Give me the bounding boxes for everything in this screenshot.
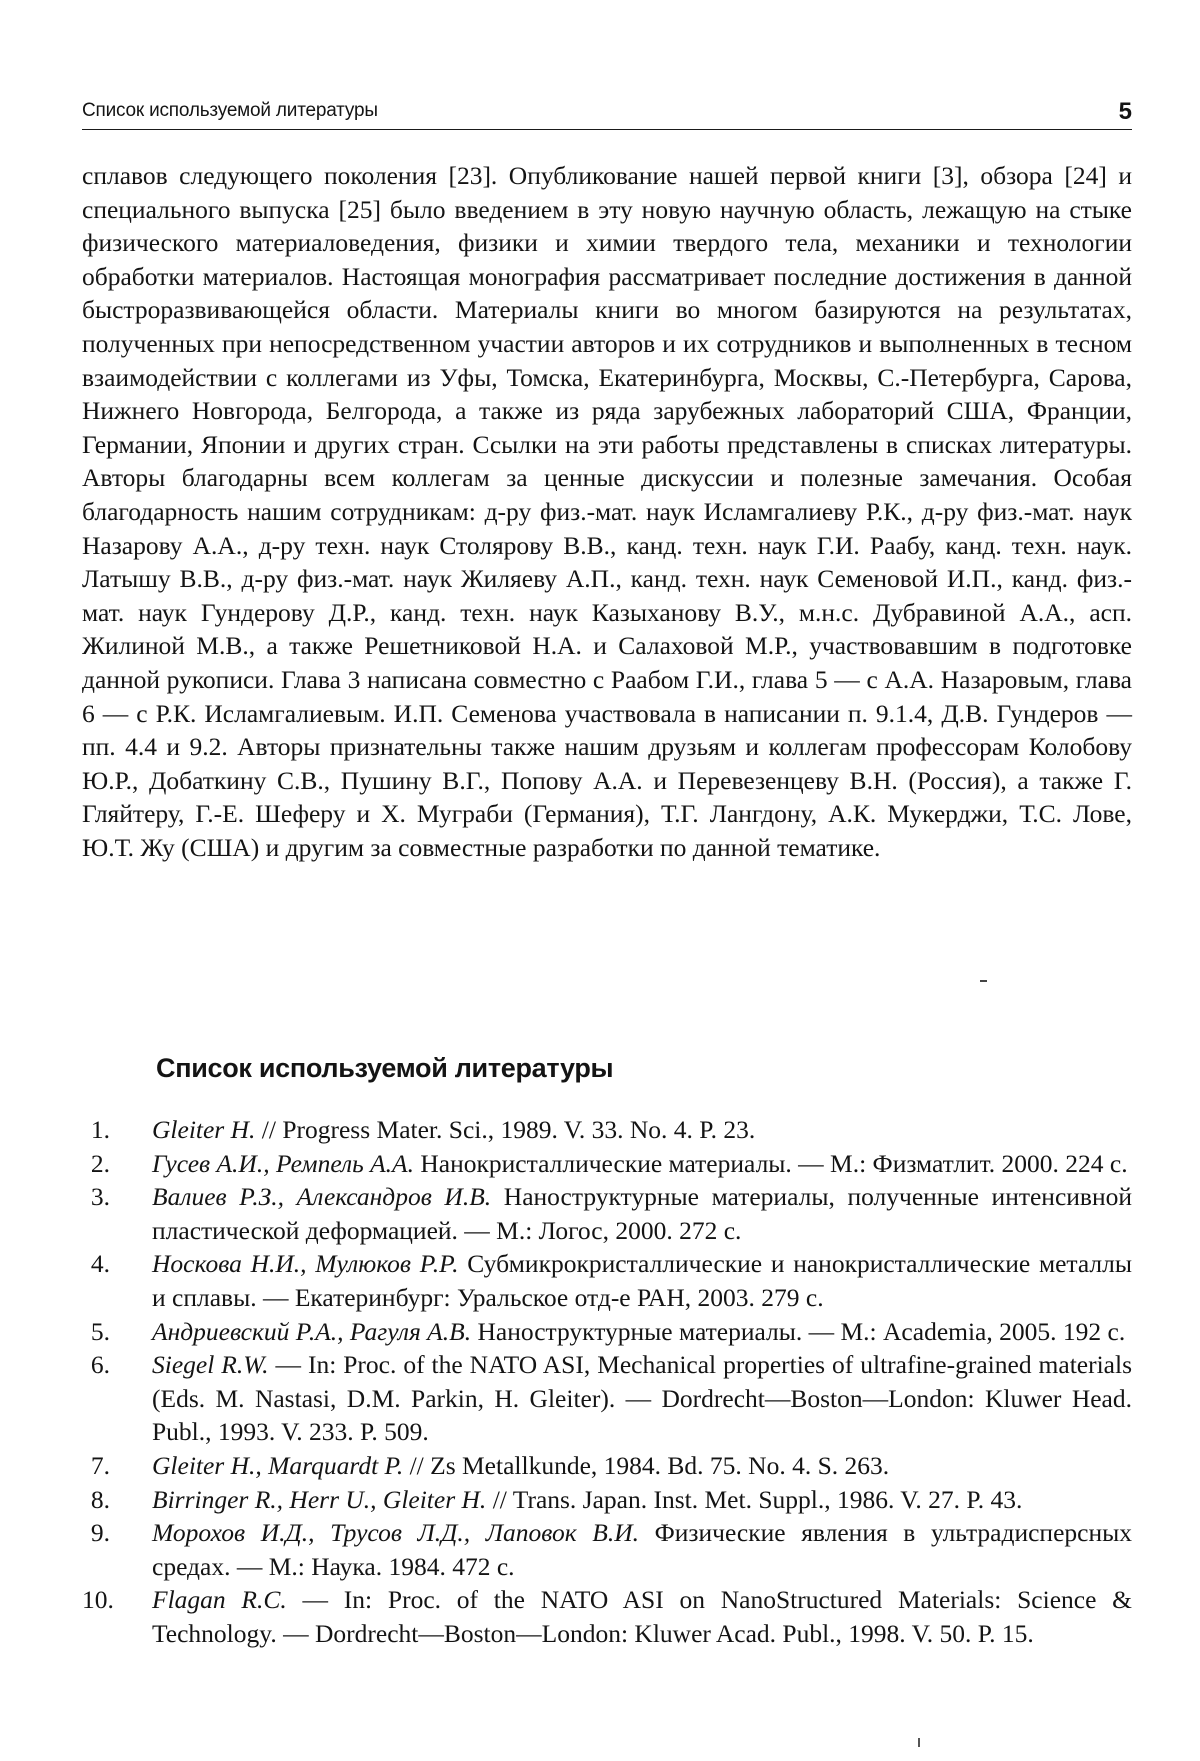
reference-details: Субмикрокристаллические и нанокристаллические металлы и сплавы. — Екатеринбург: Уральское отд-е РАН, 2003. 279 с.	[152, 1249, 1132, 1312]
reference-details: Наноструктурные материалы, полученные интенсивной пластической деформацией. — М.: Логос, 2000. 272 с.	[152, 1182, 1132, 1245]
reference-item	[82, 1147, 1132, 1181]
reference-number: 2.	[90, 1148, 110, 1178]
reference-authors: Гусев А.И., Ремпель А.А.	[152, 1148, 415, 1178]
references-heading: Список используемой литературы	[156, 1053, 614, 1083]
reference-number: 7.	[90, 1450, 110, 1480]
reference-item	[82, 1113, 1132, 1147]
reference-number: 10.	[82, 1585, 114, 1615]
reference-item	[82, 1449, 1132, 1483]
reference-authors: Андриевский Р.А., Рагуля А.В.	[152, 1316, 472, 1346]
reference-item	[82, 1483, 1132, 1517]
reference-authors: Birringer R., Herr U., Gleiter H.	[152, 1484, 487, 1514]
reference-authors: Морохов И.Д., Трусов Л.Д., Лаповок В.И.	[152, 1518, 640, 1548]
header-rule	[82, 129, 1132, 130]
reference-authors: Валиев Р.З., Александров И.В.	[152, 1182, 492, 1212]
reference-list	[82, 1113, 1132, 1651]
reference-details: — In: Proc. of the NATO ASI, Mechanical properties of ultrafine-grained materials (Eds. M. Nastasi, D.M. Parkin, H. Gleiter). — Dordrecht—Boston—London: Kluwer Head. Publ., 1993. V. 233. P. 509.	[152, 1350, 1132, 1447]
reference-details: // Trans. Japan. Inst. Met. Suppl., 1986. V. 27. P. 43.	[486, 1484, 1023, 1514]
reference-details: — In: Proc. of the NATO ASI on NanoStructured Materials: Science & Technology. — Dordrecht—Boston—London: Kluwer Acad. Publ., 1998. V. 50. P. 15.	[152, 1585, 1132, 1648]
reference-item	[82, 1348, 1132, 1449]
reference-details: Нанокристаллические материалы. — М.: Физматлит. 2000. 224 с.	[414, 1148, 1128, 1178]
stray-tick-mark	[918, 1738, 920, 1747]
reference-details: // Zs Metallkunde, 1984. Bd. 75. No. 4. S. 263.	[403, 1450, 890, 1480]
running-header	[82, 100, 1132, 132]
reference-number: 1.	[90, 1115, 110, 1144]
reference-authors: Gleiter H., Marquardt P.	[152, 1450, 404, 1480]
reference-details: Физические явления в ультрадисперсных средах. — М.: Наука. 1984. 472 с.	[152, 1518, 1132, 1581]
reference-number: 3.	[90, 1182, 110, 1212]
body-paragraph: сплавов следующего поколения [23]. Опубликование нашей первой книги [3], обзора [24] и специального выпуска [25] было введением в эту новую научную область, лежащую на стыке физического материаловедения, физики и химии твердого тела, механики и технологии обработки материалов. Настоящая монография рассматривает последние достижения в данной быстроразвивающейся области. Материалы книги во многом базируются на результатах, полученных при непосредственном участии авторов и их сотрудников и выполненных в тесном взаимодействии с коллегами из Уфы, Томска, Екатеринбурга, Москвы, С.-Петербурга, Сарова, Нижнего Новгорода, Белгорода, а также из ряда зарубежных лабораторий США, Франции, Германии, Японии и других стран. Ссылки на эти работы представлены в списках литературы. Авторы благодарны всем коллегам за ценные дискуссии и полезные замечания. Особая благодарность нашим сотрудникам: д-ру физ.-мат. наук Исламгалиеву Р.К., д-ру физ.-мат. наук Назарову А.А., д-ру техн. наук Столярову В.В., канд. техн. наук Г.И. Раабу, канд. техн. наук. Латышу В.В., д-ру физ.-мат. наук Жиляеву А.П., канд. техн. наук Семеновой И.П., канд. физ.-мат. наук Гундерову Д.Р., канд. техн. наук Казыханову В.У., м.н.с. Дубравиной А.А., асп. Жилиной М.В., а также Решетниковой Н.А. и Салаховой М.Р., участвовавшим в подготовке данной рукописи. Глава 3 написана совместно с Раабом Г.И., глава 5 — с А.А. Назаровым, глава 6 — с Р.К. Исламгалиевым. И.П. Семенова участвовала в написании п. 9.1.4, Д.В. Гундеров — пп. 4.4 и 9.2. Авторы признательны также нашим друзьям и коллегам профессорам Колобову Ю.Р., Добаткину С.В., Пушину В.Г., Попову А.А. и Перевезенцеву В.Н. (Россия), а также Г. Гляйтеру, Г.-Е. Шеферу и Х. Муграби (Германия), Т.Г. Лангдону, А.К. Мукерджи, Т.С. Лове, Ю.Т. Жу (США) и другим за совместные разработки по данной тематике.	[82, 161, 1132, 862]
reference-number: 4.	[90, 1249, 110, 1279]
reference-item	[82, 1516, 1132, 1583]
reference-details: // Progress Mater. Sci., 1989. V. 33. No. 4. P. 23.	[255, 1115, 756, 1144]
reference-authors: Flagan R.C.	[152, 1585, 287, 1615]
page-number: 5	[1118, 98, 1132, 125]
reference-item	[82, 1315, 1132, 1349]
reference-item	[82, 1247, 1132, 1314]
reference-item	[82, 1180, 1132, 1247]
reference-number: 6.	[90, 1350, 110, 1380]
reference-number: 9.	[90, 1518, 110, 1548]
reference-details: Наноструктурные материалы. — М.: Academia, 2005. 192 с.	[471, 1316, 1126, 1346]
reference-authors: Siegel R.W.	[152, 1350, 269, 1380]
running-title: Список используемой литературы	[82, 100, 378, 121]
stray-dash-mark	[980, 980, 987, 982]
reference-authors: Носкова Н.И., Мулюков Р.Р.	[152, 1249, 459, 1279]
reference-item	[82, 1583, 1132, 1650]
reference-number: 8.	[90, 1484, 110, 1514]
reference-number: 5.	[90, 1316, 110, 1346]
reference-authors: Gleiter H.	[152, 1115, 256, 1144]
